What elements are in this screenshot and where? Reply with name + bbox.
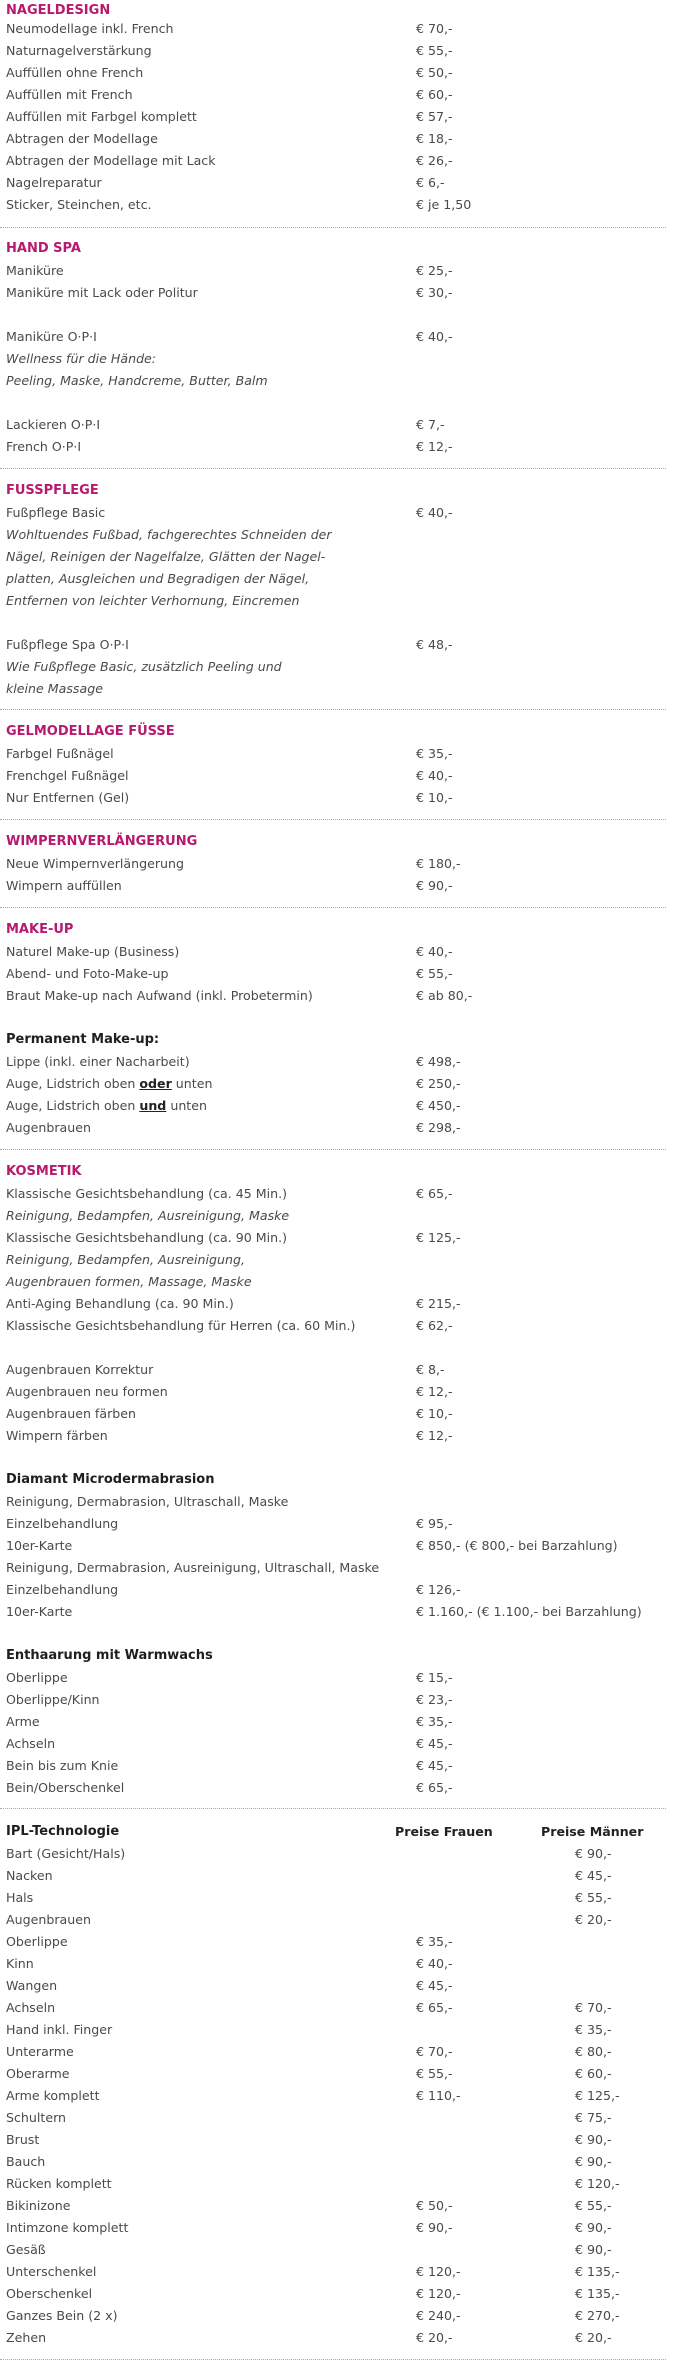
description-line: Reinigung, Dermabrasion, Ausreinigung, Ultraschall, Maske	[6, 1560, 380, 1575]
price-men: € 45,-	[575, 1868, 612, 1883]
price-women: € 20,-	[416, 2330, 453, 2345]
service-name: Abtragen der Modellage	[6, 131, 158, 146]
service-price: € 40,-	[416, 944, 453, 959]
service-name: Auffüllen mit Farbgel komplett	[6, 109, 197, 124]
section-divider	[0, 1149, 666, 1150]
service-name: Augenbrauen Korrektur	[6, 1362, 154, 1377]
description-line: Reinigung, Bedampfen, Ausreinigung, Maske	[6, 1208, 290, 1223]
section-divider	[0, 1808, 666, 1809]
column-header-women: Preise Frauen	[395, 1824, 493, 1839]
service-name: Farbgel Fußnägel	[6, 746, 114, 761]
service-name: Augenbrauen	[6, 1120, 91, 1135]
price-men: € 20,-	[575, 2330, 612, 2345]
body-area: Rücken komplett	[6, 2176, 112, 2191]
subsection-title: IPL-Technologie	[6, 1824, 120, 1839]
description-line: Reinigung, Bedampfen, Ausreinigung,	[6, 1252, 245, 1267]
body-area: Unterschenkel	[6, 2264, 97, 2279]
body-area: Unterarme	[6, 2044, 74, 2059]
service-name: Wimpern färben	[6, 1428, 108, 1443]
service-price: € 35,-	[416, 1714, 453, 1729]
service-price: € 30,-	[416, 285, 453, 300]
price-men: € 120,-	[575, 2176, 620, 2191]
body-area: Zehen	[6, 2330, 47, 2345]
service-name: Neue Wimpernverlängerung	[6, 856, 184, 871]
body-area: Gesäß	[6, 2242, 46, 2257]
service-price: € 55,-	[416, 966, 453, 981]
service-price: € 298,-	[416, 1120, 461, 1135]
service-price: € 55,-	[416, 43, 453, 58]
service-price: € 850,- (€ 800,- bei Barzahlung)	[416, 1538, 618, 1553]
service-name: Maniküre	[6, 263, 64, 278]
service-price: € 48,-	[416, 637, 453, 652]
service-price: € 40,-	[416, 768, 453, 783]
service-price: € 65,-	[416, 1780, 453, 1795]
service-price: € 40,-	[416, 505, 453, 520]
service-price: € 45,-	[416, 1758, 453, 1773]
subsection-title: Permanent Make-up:	[6, 1032, 160, 1047]
service-name: Sticker, Steinchen, etc.	[6, 197, 152, 212]
service-name: Nagelreparatur	[6, 175, 102, 190]
price-men: € 75,-	[575, 2110, 612, 2125]
body-area: Ganzes Bein (2 x)	[6, 2308, 118, 2323]
service-name: Bein/Oberschenkel	[6, 1780, 125, 1795]
price-men: € 20,-	[575, 1912, 612, 1927]
price-women: € 70,-	[416, 2044, 453, 2059]
service-price: € 6,-	[416, 175, 445, 190]
service-name: Augenbrauen neu formen	[6, 1384, 168, 1399]
section-title: WIMPERNVERLÄNGERUNG	[6, 834, 198, 849]
service-price: € 450,-	[416, 1098, 461, 1113]
price-men: € 135,-	[575, 2264, 620, 2279]
service-name: Anti-Aging Behandlung (ca. 90 Min.)	[6, 1296, 234, 1311]
service-name: Naturnagelverstärkung	[6, 43, 152, 58]
service-name: Arme	[6, 1714, 40, 1729]
service-name: Naturel Make-up (Business)	[6, 944, 180, 959]
service-name: Auffüllen ohne French	[6, 65, 144, 80]
service-price: € ab 80,-	[416, 988, 473, 1003]
price-men: € 90,-	[575, 1846, 612, 1861]
price-men: € 90,-	[575, 2220, 612, 2235]
service-price: € 12,-	[416, 1428, 453, 1443]
service-name	[6, 1073, 212, 1095]
service-price: € 90,-	[416, 878, 453, 893]
body-area: Bart (Gesicht/Hals)	[6, 1846, 126, 1861]
service-price: € 125,-	[416, 1230, 461, 1245]
service-name: Klassische Gesichtsbehandlung (ca. 90 Min.)	[6, 1230, 288, 1245]
body-area: Oberschenkel	[6, 2286, 93, 2301]
price-women: € 50,-	[416, 2198, 453, 2213]
service-price: € 70,-	[416, 21, 453, 36]
service-name: French O·P·I	[6, 439, 82, 454]
body-area: Kinn	[6, 1956, 34, 1971]
service-price: € 8,-	[416, 1362, 445, 1377]
price-men: € 70,-	[575, 2000, 612, 2015]
price-men: € 55,-	[575, 2198, 612, 2213]
price-men: € 270,-	[575, 2308, 620, 2323]
price-women: € 45,-	[416, 1978, 453, 1993]
price-men: € 90,-	[575, 2132, 612, 2147]
description-line: Wellness für die Hände:	[6, 351, 157, 366]
price-men: € 55,-	[575, 1890, 612, 1905]
service-price: € 10,-	[416, 790, 453, 805]
service-price: € 12,-	[416, 1384, 453, 1399]
service-price: € 12,-	[416, 439, 453, 454]
service-name: Abend- und Foto-Make-up	[6, 966, 169, 981]
service-price: € 7,-	[416, 417, 445, 432]
body-area: Hand inkl. Finger	[6, 2022, 113, 2037]
name-part: unten	[171, 1076, 213, 1091]
service-name: Braut Make-up nach Aufwand (inkl. Probetermin)	[6, 988, 313, 1003]
service-price: € 65,-	[416, 1186, 453, 1201]
service-name: Einzelbehandlung	[6, 1516, 119, 1531]
service-name: Frenchgel Fußnägel	[6, 768, 129, 783]
price-men: € 90,-	[575, 2154, 612, 2169]
service-price: € 95,-	[416, 1516, 453, 1531]
description-line: Peeling, Maske, Handcreme, Butter, Balm	[6, 373, 268, 388]
service-price: € 35,-	[416, 746, 453, 761]
service-name: Bein bis zum Knie	[6, 1758, 119, 1773]
price-women: € 110,-	[416, 2088, 461, 2103]
emphasis-word: und	[139, 1098, 167, 1113]
service-price: € 50,-	[416, 65, 453, 80]
body-area: Nacken	[6, 1868, 53, 1883]
service-price: € 18,-	[416, 131, 453, 146]
description-line: Nägel, Reinigen der Nagelfalze, Glätten der Nagel-	[6, 549, 326, 564]
price-women: € 120,-	[416, 2264, 461, 2279]
service-name: Lippe (inkl. einer Nacharbeit)	[6, 1054, 190, 1069]
service-price: € 126,-	[416, 1582, 461, 1597]
description-line: kleine Massage	[6, 681, 103, 696]
section-title: NAGELDESIGN	[6, 3, 111, 18]
service-price: € 62,-	[416, 1318, 453, 1333]
section-divider	[0, 819, 666, 820]
price-women: € 35,-	[416, 1934, 453, 1949]
price-men: € 90,-	[575, 2242, 612, 2257]
body-area: Bauch	[6, 2154, 46, 2169]
name-part: Auge, Lidstrich oben	[6, 1098, 140, 1113]
description-line: Wie Fußpflege Basic, zusätzlich Peeling und	[6, 659, 282, 674]
service-price: € 10,-	[416, 1406, 453, 1421]
service-price: € 26,-	[416, 153, 453, 168]
description-line: Augenbrauen formen, Massage, Maske	[6, 1274, 252, 1289]
price-women: € 90,-	[416, 2220, 453, 2235]
service-name: Augenbrauen färben	[6, 1406, 136, 1421]
section-divider	[0, 227, 666, 228]
body-area: Schultern	[6, 2110, 67, 2125]
price-men: € 80,-	[575, 2044, 612, 2059]
section-divider	[0, 709, 666, 710]
price-women: € 55,-	[416, 2066, 453, 2081]
service-price: € 498,-	[416, 1054, 461, 1069]
price-women: € 240,-	[416, 2308, 461, 2323]
service-name: Oberlippe/Kinn	[6, 1692, 100, 1707]
section-divider	[0, 2359, 666, 2360]
service-name: Maniküre mit Lack oder Politur	[6, 285, 198, 300]
description-line: Entfernen von leichter Verhornung, Eincremen	[6, 593, 300, 608]
section-title: GELMODELLAGE FÜSSE	[6, 724, 175, 739]
service-name: Fußpflege Spa O·P·I	[6, 637, 129, 652]
service-name: Oberlippe	[6, 1670, 68, 1685]
service-name: Abtragen der Modellage mit Lack	[6, 153, 216, 168]
section-divider	[0, 468, 666, 469]
price-women: € 120,-	[416, 2286, 461, 2301]
service-name: Maniküre O·P·I	[6, 329, 97, 344]
price-men: € 35,-	[575, 2022, 612, 2037]
section-divider	[0, 907, 666, 908]
price-women: € 40,-	[416, 1956, 453, 1971]
service-price: € 215,-	[416, 1296, 461, 1311]
price-men: € 125,-	[575, 2088, 620, 2103]
section-title: FUSSPFLEGE	[6, 483, 99, 498]
service-price: € 40,-	[416, 329, 453, 344]
service-name: Achseln	[6, 1736, 56, 1751]
description-line: platten, Ausgleichen und Begradigen der Nägel,	[6, 571, 310, 586]
service-price: € 60,-	[416, 87, 453, 102]
service-name: Klassische Gesichtsbehandlung für Herren (ca. 60 Min.)	[6, 1318, 356, 1333]
body-area: Brust	[6, 2132, 40, 2147]
service-price: € 45,-	[416, 1736, 453, 1751]
service-name	[6, 1095, 207, 1117]
service-price: € 25,-	[416, 263, 453, 278]
body-area: Oberlippe	[6, 1934, 68, 1949]
service-name: Auffüllen mit French	[6, 87, 133, 102]
service-price: € 1.160,- (€ 1.100,- bei Barzahlung)	[416, 1604, 642, 1619]
body-area: Augenbrauen	[6, 1912, 91, 1927]
service-name: Neumodellage inkl. French	[6, 21, 174, 36]
description-line: Reinigung, Dermabrasion, Ultraschall, Maske	[6, 1494, 289, 1509]
service-name: Klassische Gesichtsbehandlung (ca. 45 Min.)	[6, 1186, 288, 1201]
price-women: € 65,-	[416, 2000, 453, 2015]
service-name: Fußpflege Basic	[6, 505, 106, 520]
description-line: Wohltuendes Fußbad, fachgerechtes Schneiden der	[6, 527, 332, 542]
service-name: Wimpern auffüllen	[6, 878, 122, 893]
body-area: Achseln	[6, 2000, 56, 2015]
emphasis-word: oder	[139, 1076, 172, 1091]
service-name: 10er-Karte	[6, 1604, 73, 1619]
service-price: € 15,-	[416, 1670, 453, 1685]
body-area: Wangen	[6, 1978, 58, 1993]
price-men: € 135,-	[575, 2286, 620, 2301]
service-price: € 23,-	[416, 1692, 453, 1707]
subsection-title: Enthaarung mit Warmwachs	[6, 1648, 213, 1663]
section-title: MAKE-UP	[6, 922, 74, 937]
service-price: € 180,-	[416, 856, 461, 871]
service-name: 10er-Karte	[6, 1538, 73, 1553]
body-area: Intimzone komplett	[6, 2220, 129, 2235]
price-men: € 60,-	[575, 2066, 612, 2081]
column-header-men: Preise Männer	[541, 1824, 644, 1839]
body-area: Hals	[6, 1890, 34, 1905]
name-part: Auge, Lidstrich oben	[6, 1076, 140, 1091]
body-area: Bikinizone	[6, 2198, 71, 2213]
section-title: KOSMETIK	[6, 1164, 82, 1179]
subsection-title: Diamant Microdermabrasion	[6, 1472, 215, 1487]
name-part: unten	[166, 1098, 207, 1113]
section-title: HAND SPA	[6, 241, 81, 256]
service-name: Nur Entfernen (Gel)	[6, 790, 130, 805]
service-price: € je 1,50	[416, 197, 472, 212]
service-price: € 57,-	[416, 109, 453, 124]
service-name: Lackieren O·P·I	[6, 417, 101, 432]
service-price: € 250,-	[416, 1076, 461, 1091]
body-area: Oberarme	[6, 2066, 70, 2081]
service-name: Einzelbehandlung	[6, 1582, 119, 1597]
body-area: Arme komplett	[6, 2088, 100, 2103]
